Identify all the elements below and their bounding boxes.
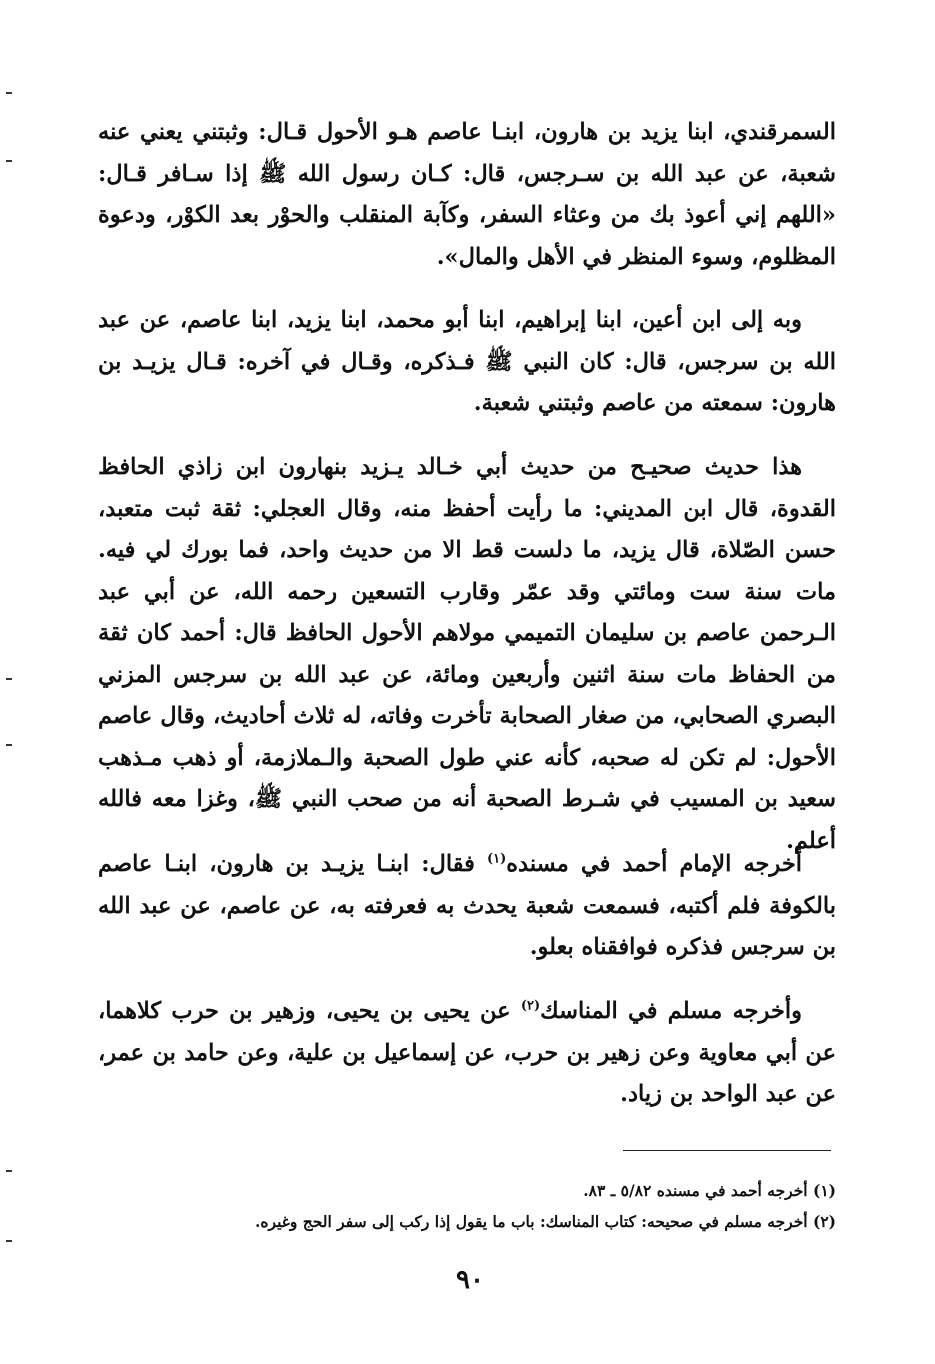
paragraph-text: عن يحيى بن يحيى، وزهير بن حرب كلاهما، عن أبي معاوية وعن زهير بن حرب، عن إسماعيل بن علية، وعن حامد بن عمر، عن عبد الواحد بن زياد. <box>98 998 836 1107</box>
paragraph-text: أخرجه الإمام أحمد في مسنده <box>506 851 802 877</box>
margin-mark <box>6 92 12 94</box>
margin-mark <box>6 160 12 162</box>
paragraph-narrator-commentary: هذا حديث صحيـح من حديث أبي خـالد يـزيد بنهارون ابن زاذي الحافظ القدوة، قال ابن المديني: ما رأيت أحفظ منه، وقال العجلي: ثقة ثبت متعبد، حسن الصّلاة، قال يزيد، ما دلست قط الا من حديث واحد، فما بورك لي فيه. مات سنة ست ومائتي وقد عمّر وقارب التسعين رحمه الله، عن أبي عبد الـرحمن عاصم بن سليمان التميمي مولاهم الأحول الحافظ قال: أحمد كان ثقة من الحفاظ مات سنة اثنين وأربعين ومائة، عن عبد الله بن سرجس المزني البصري الصحابي، من صغار الصحابة تأخرت وفاته، له ثلاث أحاديث، وقال عاصم الأحول: لم تكن له صحبه، كأنه عني طول الصحبة والـملازمة، أو ذهب مـذهب سعيد بن المسيب في شـرط الصحبة أنه من صحب النبي ﷺ، وغزا معه فالله أعلم. <box>98 454 836 854</box>
margin-mark <box>6 1240 12 1242</box>
footnote-ref-2[interactable]: (٢) <box>520 998 541 1014</box>
footnote-1: (١) أخرجه أحمد في مسنده ٥/٨٢ ـ ٨٣. <box>583 1181 836 1200</box>
paragraph-text: فقال: ابنـا يزيـد بن هارون، ابنـا عاصم بالكوفة فلم أكتبه، فسمعت شعبة يحدث به فعرفته به، عن عاصم، عن عبد الله بن سرجس فذكره فوافقناه بعلو. <box>98 851 836 960</box>
paragraph-text: وأخرجه مسلم في المناسك <box>540 998 802 1024</box>
margin-mark <box>6 1170 12 1172</box>
paragraph-hadith-text: السمرقندي، ابنا يزيد بن هارون، ابنـا عاصم هـو الأحول قـال: وثبتني يعني عنه شعبة، عن عبد الله بن سـرجس، قال: كـان رسول الله ﷺ إذا سـافر قـال: «اللهم إني أعوذ بك من وعثاء السفر، وكآبة المنقلب والحوْر بعد الكوْر، ودعوة المظلوم، وسوء المنظر في الأهل والمال». <box>98 119 836 270</box>
paragraph-chain-of-narration: وبه إلى ابن أعين، ابنا إبراهيم، ابنا أبو محمد، ابنا يزيد، ابنا عاصم، عن عبد الله بن سرجس، قال: كان النبي ﷺ فـذكره، وقـال في آخره: قـال يزيـد بن هارون: سمعته من عاصم وثبتني شعبة. <box>98 307 836 416</box>
footnote-divider <box>623 1150 831 1151</box>
footnote-ref-1[interactable]: (١) <box>486 851 507 867</box>
footnotes <box>120 1175 836 1237</box>
margin-mark <box>6 744 12 746</box>
paragraph-ahmad-takhrij <box>98 844 836 969</box>
page-number: ٩٠ <box>456 1265 484 1295</box>
paragraph-muslim-takhrij <box>98 991 836 1116</box>
margin-mark <box>6 678 12 680</box>
footnote-2: (٢) أخرجه مسلم في صحيحه: كتاب المناسك: باب ما يقول إذا ركب إلى سفر الحج وغيره. <box>255 1212 836 1231</box>
